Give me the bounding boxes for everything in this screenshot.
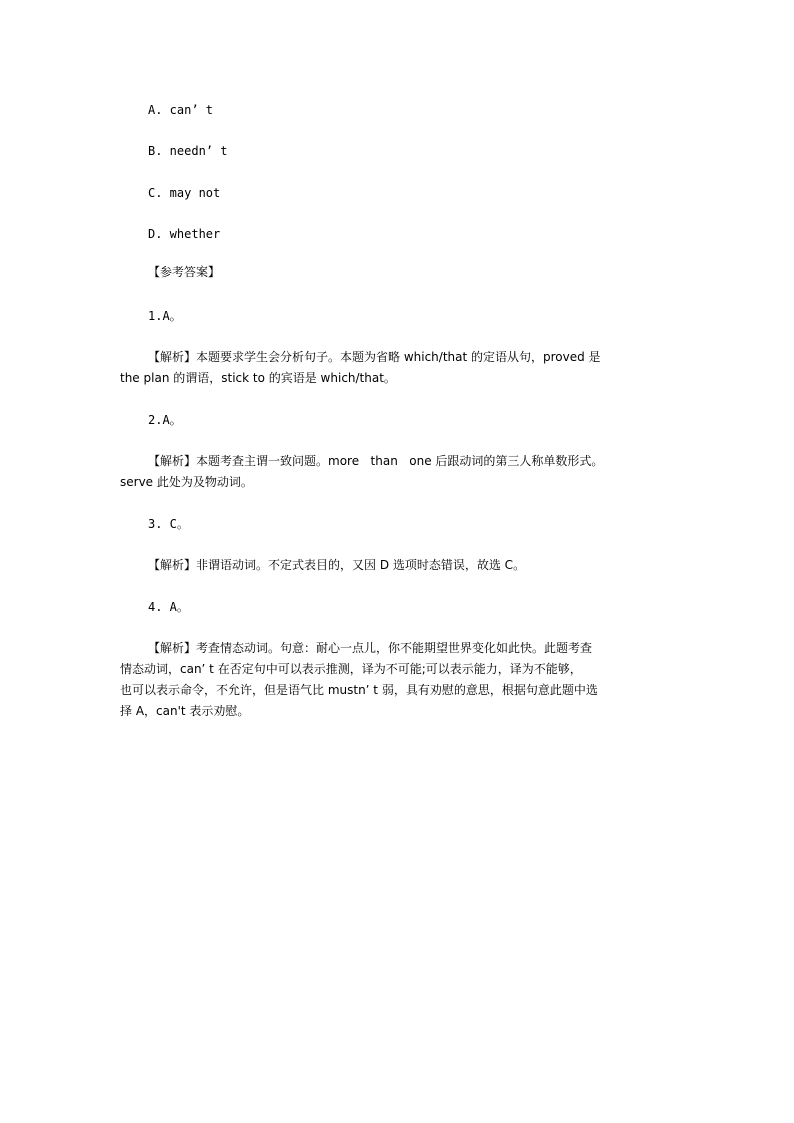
answer-4-explanation-line-2: 情态动词，can’ t 在否定句中可以表示推测，译为不可能;可以表示能力，译为不能够，: [120, 662, 582, 676]
answer-3-number: 3. C。: [148, 517, 189, 531]
answer-1-explanation-line-2: the plan 的谓语，stick to 的宾语是 which/that。: [120, 371, 396, 385]
option-b: B. needn’ t: [148, 144, 228, 158]
answer-4-explanation-line-4: 择 A，can't 表示劝慰。: [120, 704, 250, 718]
answer-4-explanation-line-3: 也可以表示命令，不允许，但是语气比 mustn’ t 弱，具有劝慰的意思，根据句意此题中选: [120, 683, 598, 697]
answer-1-number: 1.A。: [148, 309, 182, 323]
answer-2-explanation-line-1: 【解析】本题考查主谓一致问题。more than one 后跟动词的第三人称单数形式。: [148, 454, 604, 468]
option-a: A. can’ t: [148, 103, 214, 117]
option-d: D. whether: [148, 227, 221, 241]
answer-4-explanation-line-1: 【解析】考查情态动词。句意：耐心一点儿，你不能期望世界变化如此快。此题考查: [148, 641, 593, 655]
answer-2-number: 2.A。: [148, 413, 182, 427]
answer-2-explanation-line-2: serve 此处为及物动词。: [120, 475, 253, 489]
answer-4-number: 4. A。: [148, 600, 189, 614]
answer-1-explanation-line-1: 【解析】本题要求学生会分析句子。本题为省略 which/that 的定语从句，proved 是: [148, 350, 601, 364]
answer-heading: 【参考答案】: [148, 265, 221, 279]
option-c: C. may not: [148, 186, 221, 200]
answer-3-explanation-line-1: 【解析】非谓语动词。不定式表目的，又因 D 选项时态错误，故选 C。: [148, 558, 526, 572]
